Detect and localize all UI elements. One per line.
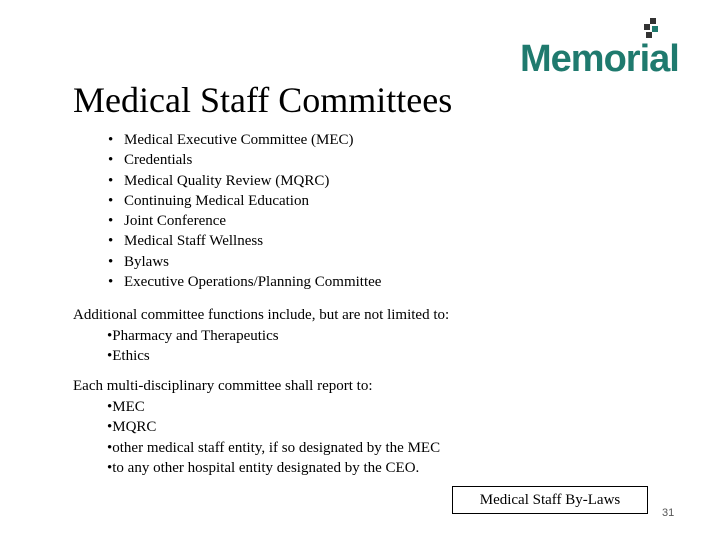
list-item: •to any other hospital entity designated by the CEO. [107, 460, 420, 476]
reporting-lead: Each multi-disciplinary committee shall report to: [73, 378, 373, 394]
list-item: •Ethics [107, 348, 150, 364]
list-item: •Pharmacy and Therapeutics [107, 327, 279, 344]
list-item: • Medical Quality Review (MQRC) [108, 171, 381, 191]
committee-list [108, 130, 381, 292]
list-item: • Joint Conference [108, 211, 381, 231]
list-item: • Continuing Medical Education [108, 191, 381, 211]
memorial-logo [520, 18, 690, 78]
list-item: • Medical Executive Committee (MEC) [108, 130, 381, 150]
logo-wordmark: Memorial [520, 38, 679, 80]
page-title: Medical Staff Committees [73, 80, 453, 120]
list-item: •other medical staff entity, if so designated by the MEC [107, 439, 441, 456]
list-item: • Bylaws [108, 252, 381, 272]
page-number: 31 [662, 507, 675, 519]
list-item: •MEC [107, 398, 145, 415]
list-item: • Medical Staff Wellness [108, 231, 381, 251]
additional-functions [73, 305, 449, 367]
reporting-section [73, 376, 440, 479]
list-item: •MQRC [107, 419, 157, 435]
additional-functions-lead: Additional committee functions include, but are not limited to: [73, 307, 450, 323]
footer-label: Medical Staff By-Laws [452, 486, 648, 514]
list-item: • Executive Operations/Planning Committee [108, 272, 381, 292]
list-item: • Credentials [108, 150, 381, 170]
